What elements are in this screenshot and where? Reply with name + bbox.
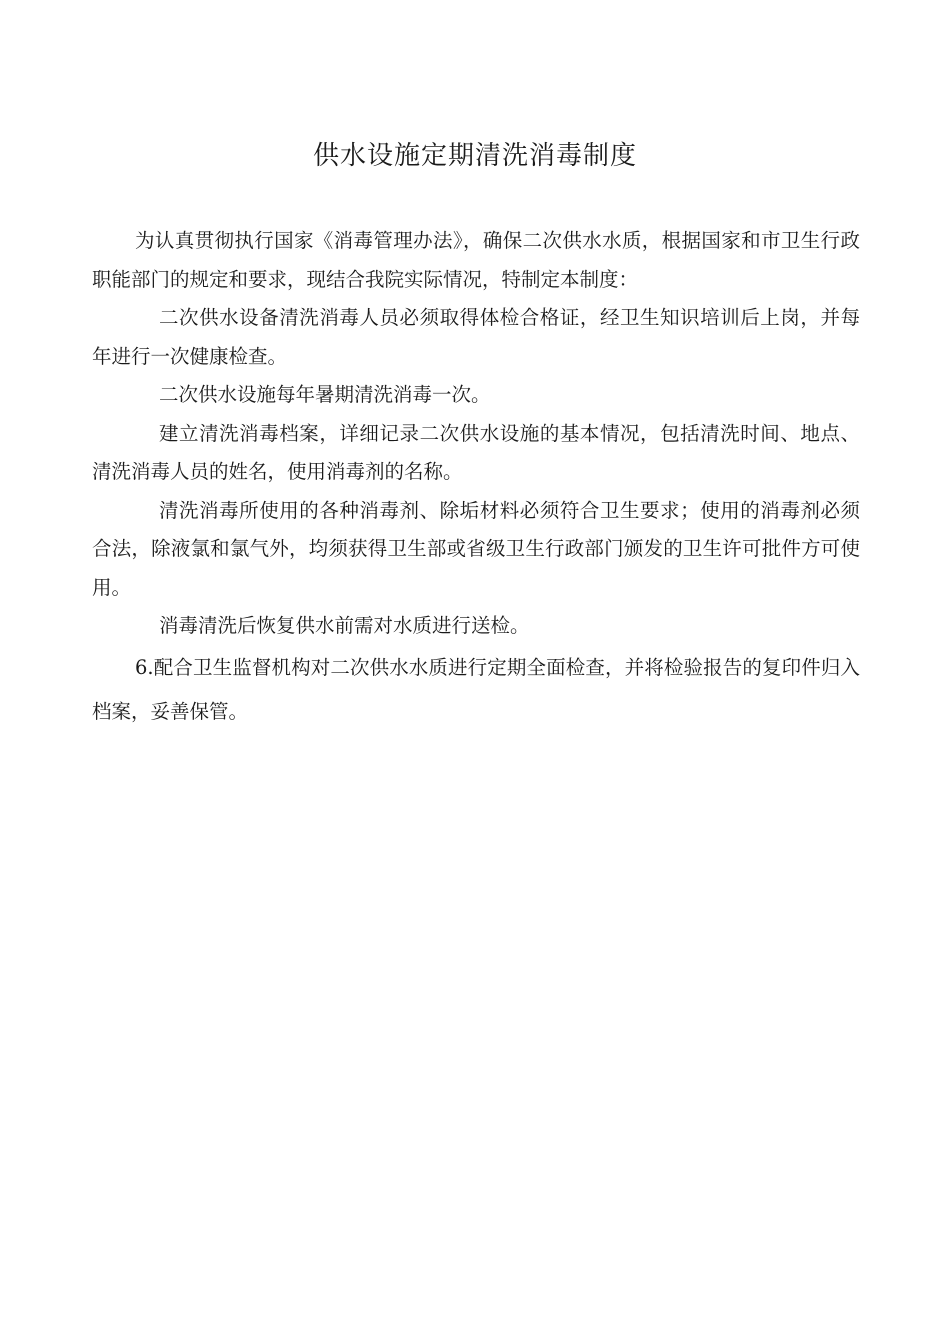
rule-paragraph-testing: 消毒清洗后恢复供水前需对水质进行送检。 bbox=[159, 614, 530, 637]
rule-paragraph-schedule: 二次供水设施每年暑期清洗消毒一次。 bbox=[159, 383, 491, 406]
rule-paragraph-inspection: 6.配合卫生监督机构对二次供水水质进行定期全面检查，并将检验报告的复印件归入档案，妥善保管。 bbox=[92, 655, 860, 723]
document-body bbox=[92, 222, 860, 734]
rule-paragraph-disinfectants: 清洗消毒所使用的各种消毒剂、除垢材料必须符合卫生要求；使用的消毒剂必须合法，除液氯和氯气外，均须获得卫生部或省级卫生行政部门颁发的卫生许可批件方可使用。 bbox=[92, 498, 860, 599]
rule-paragraph-records: 建立清洗消毒档案，详细记录二次供水设施的基本情况，包括清洗时间、地点、清洗消毒人员的姓名，使用消毒剂的名称。 bbox=[92, 421, 860, 483]
intro-paragraph: 为认真贯彻执行国家《消毒管理办法》，确保二次供水水质，根据国家和市卫生行政职能部门的规定和要求，现结合我院实际情况，特制定本制度： bbox=[92, 229, 860, 291]
document-title: 供水设施定期清洗消毒制度 bbox=[312, 141, 637, 171]
rule-paragraph-staff: 二次供水设备清洗消毒人员必须取得体检合格证，经卫生知识培训后上岗，并每年进行一次健康检查。 bbox=[92, 306, 860, 368]
